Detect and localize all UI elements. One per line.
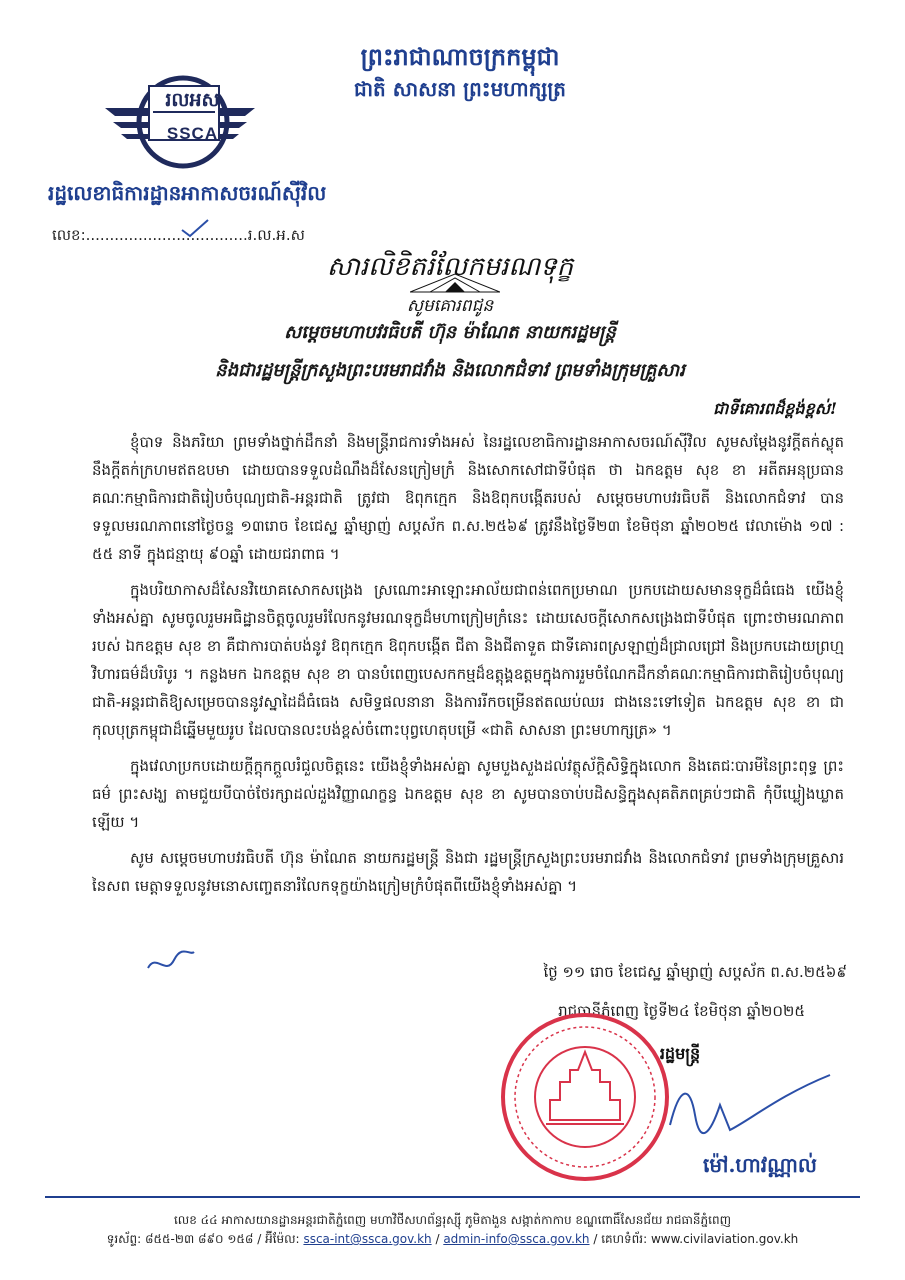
handwritten-initial bbox=[146, 948, 196, 978]
website-label: / គេហទំព័រ: bbox=[593, 1232, 648, 1246]
recipient-line-1: សម្តេចមហាបវរធិបតី ហ៊ុន ម៉ាណែត នាយករដ្ឋមន្ត្រី bbox=[284, 322, 616, 343]
document-title: សារលិខិតរំលែកមរណទុក្ខ bbox=[326, 252, 574, 282]
letter-body bbox=[92, 428, 844, 908]
paragraph-2: ក្នុងបរិយាកាសដ៏សែនវិយោគសោកសង្រេង ស្រណោះអាឡោះអាល័យជាពន់ពេកប្រមាណ ប្រកបដោយសមានទុក្ខដ៏ធំធេង យើងខ្ញុំទាំងអស់គ្នា សូមចូលរួមអធិដ្ឋានចិត្តចូលរួមរំលែកនូវមរណទុក្ខដ៏មហាក្រៀមក្រំនេះ ដោយសេចក្តីសោកសង្រេងជាទីបំផុត ព្រោះថាមរណភាពរបស់ ឯកឧត្តម សុខ ខា គឺជាការបាត់បង់នូវ ឱពុកក្មេក ឱពុកបង្កើត ជីតា និងជីតាទួត ជាទីគោរពស្រឡាញ់ដ៏ជ្រាលជ្រៅ និងប្រកបដោយព្រហ្មវិហារធម៌ដ៏បរិបូរ ។ កន្លងមក ឯកឧត្តម សុខ ខា បានបំពេញបេសកកម្មដ៏ឧត្តុង្គឧត្តមក្នុងការរួមចំណែកដឹកនាំគណៈកម្មាធិការជាតិរៀបចំបុណ្យជាតិ-អន្តរជាតិឱ្យសម្រេចបាននូវស្នាដៃដ៏ធំធេង សមិទ្ធផលនានា និងការរីកចម្រើនឥតឈប់ឈរ ជាងនេះទៅទៀត ឯកឧត្តម សុខ ខា ជាកុលបុត្រកម្ពុជាដ៏ឆ្នើមមួយរូប ដែលបានលះបង់ខ្ពស់ចំពោះបុព្វហេតុបម្រើ «ជាតិ សាសនា ព្រះមហាក្សត្រ» ។ bbox=[92, 581, 844, 739]
paragraph-3: ក្នុងវេលាប្រកបដោយក្តីក្តុកក្តួលរំជួលចិត្តនេះ យើងខ្ញុំទាំងអស់គ្នា សូមបួងសួងដល់វត្ថុស័ក្តិសិទ្ធិក្នុងលោក និងតេជៈបារមីនៃព្រះពុទ្ធ ព្រះធម៌ ព្រះសង្ឃ តាមជួយបីបាច់ថែរក្សាដល់ដួងវិញ្ញាណក្ខន្ធ ឯកឧត្តម សុខ ខា សូមបានចាប់បដិសន្ធិក្នុងសុគតិភពគ្រប់ៗជាតិ កុំបីឃ្លៀងឃ្លាតឡើយ ។ bbox=[92, 757, 844, 831]
lunar-date: ថ្ងៃ ១១ រោច ខែជេស្ឋ ឆ្នាំម្សាញ់ សប្តស័ក ព.ស.២៥៦៩ bbox=[543, 963, 847, 981]
paragraph-4: សូម សម្តេចមហាបវរធិបតី ហ៊ុន ម៉ាណែត នាយករដ្ឋមន្ត្រី និងជា រដ្ឋមន្ត្រីក្រសួងព្រះបរមរាជវាំង និងលោកជំទាវ ព្រមទាំងក្រុមគ្រួសារនៃសព មេត្តាទទួលនូវមនោសញ្ចេតនារំលែកទុក្ខយ៉ាងក្រៀមក្រំបំផុតពីយើងខ្ញុំទាំងអស់គ្នា ។ bbox=[92, 849, 844, 895]
email-link-2[interactable]: admin-info@ssca.gov.kh bbox=[443, 1232, 590, 1246]
website-link[interactable]: www.civilaviation.gov.kh bbox=[650, 1232, 799, 1246]
paragraph-1: ខ្ញុំបាទ និងភរិយា ព្រមទាំងថ្នាក់ដឹកនាំ និងមន្ត្រីរាជការទាំងអស់ នៃរដ្ឋលេខាធិការដ្ឋានអាកាសចរណ៍ស៊ីវិល សូមសម្តែងនូវក្តីតក់ស្លុតនឹងក្តីតក់ក្រហមឥតឧបមា ដោយបានទទួលដំណឹងដ៏សែនក្រៀមក្រំ និងសោកសៅជាទីបំផុត ថា ឯកឧត្តម សុខ ខា អតីតអនុប្រធានគណៈកម្មាធិការជាតិរៀបចំបុណ្យជាតិ-អន្តរជាតិ ត្រូវជា ឱពុកក្មេក និងឱពុកបង្កើតរបស់ សម្តេចមហាបវរធិបតី និងលោកជំទាវ បានទទួលមរណភាពនៅថ្ងៃចន្ទ ១៣រោច ខែជេស្ឋ ឆ្នាំម្សាញ់ សប្តស័ក ព.ស.២៥៦៩ ត្រូវនឹងថ្ងៃទី២៣ ខែមិថុនា ឆ្នាំ២០២៥ វេលាម៉ោង ១៧ : ៥៥ នាទី ក្នុងជន្មាយុ ៩០ឆ្នាំ ដោយជរាពាធ ។ bbox=[92, 433, 844, 563]
footer-address: លេខ ៤៤ អាកាសយានដ្ឋានអន្តរជាតិភ្នំពេញ មហាវិថីសហព័ន្ធរុស្ស៊ី ភូមិតាងួន សង្កាត់កាកាប ខណ្ឌពោធិ៍សែនជ័យ រាជធានីភ្នំពេញ bbox=[173, 1213, 732, 1227]
logo-khmer-text: រលអស bbox=[165, 89, 220, 111]
phone-number: ៨៥៥-២៣ ៨៩០ ១៥៨ bbox=[145, 1232, 254, 1246]
organization-name: រដ្ឋលេខាធិការដ្ឋានអាកាសចរណ៍ស៊ីវិល bbox=[48, 181, 327, 205]
email-link-1[interactable]: ssca-int@ssca.gov.kh bbox=[303, 1232, 432, 1246]
salutation: ជាទីគោរពដ៏ខ្ពង់ខ្ពស់! bbox=[713, 399, 837, 418]
national-motto: ជាតិ សាសនា ព្រះមហាក្សត្រ bbox=[354, 77, 566, 101]
handwritten-signature bbox=[640, 1065, 840, 1145]
respect-line: សូមគោរពជូន bbox=[406, 296, 494, 316]
logo-english-text: SSCA bbox=[166, 124, 219, 143]
email-label: / អ៊ីម៉ែល: bbox=[257, 1232, 300, 1246]
reference-number: លេខ:..................................រ.ល.អ.ស bbox=[52, 226, 305, 244]
handwritten-check-mark bbox=[180, 218, 210, 238]
footer-divider bbox=[45, 1196, 860, 1198]
ornament-icon bbox=[410, 272, 500, 294]
signatory-name: ម៉ៅ.ហាវណ្ណាល់ bbox=[703, 1153, 817, 1177]
signatory-title: រដ្ឋមន្ត្រី bbox=[659, 1044, 701, 1063]
footer-contact: ទូរស័ព្ទ: ៨៥៥-២៣ ៨៩០ ១៥៨ / អ៊ីម៉ែល: ssca-int@ssca.gov.kh / admin-info@ssca.gov.kh / គេហទំព័រ: www.civilaviation.gov.kh bbox=[106, 1232, 799, 1246]
recipient-line-2: និងជារដ្ឋមន្ត្រីក្រសួងព្រះបរមរាជវាំង និងលោកជំទាវ ព្រមទាំងក្រុមគ្រួសារ bbox=[215, 360, 685, 381]
solar-date: រាជធានីភ្នំពេញ ថ្ងៃទី២៤ ខែមិថុនា ឆ្នាំ២០២៥ bbox=[558, 1002, 805, 1020]
kingdom-heading: ព្រះរាជាណាចក្រកម្ពុជា bbox=[360, 42, 560, 71]
phone-label: ទូរស័ព្ទ: bbox=[106, 1232, 142, 1246]
